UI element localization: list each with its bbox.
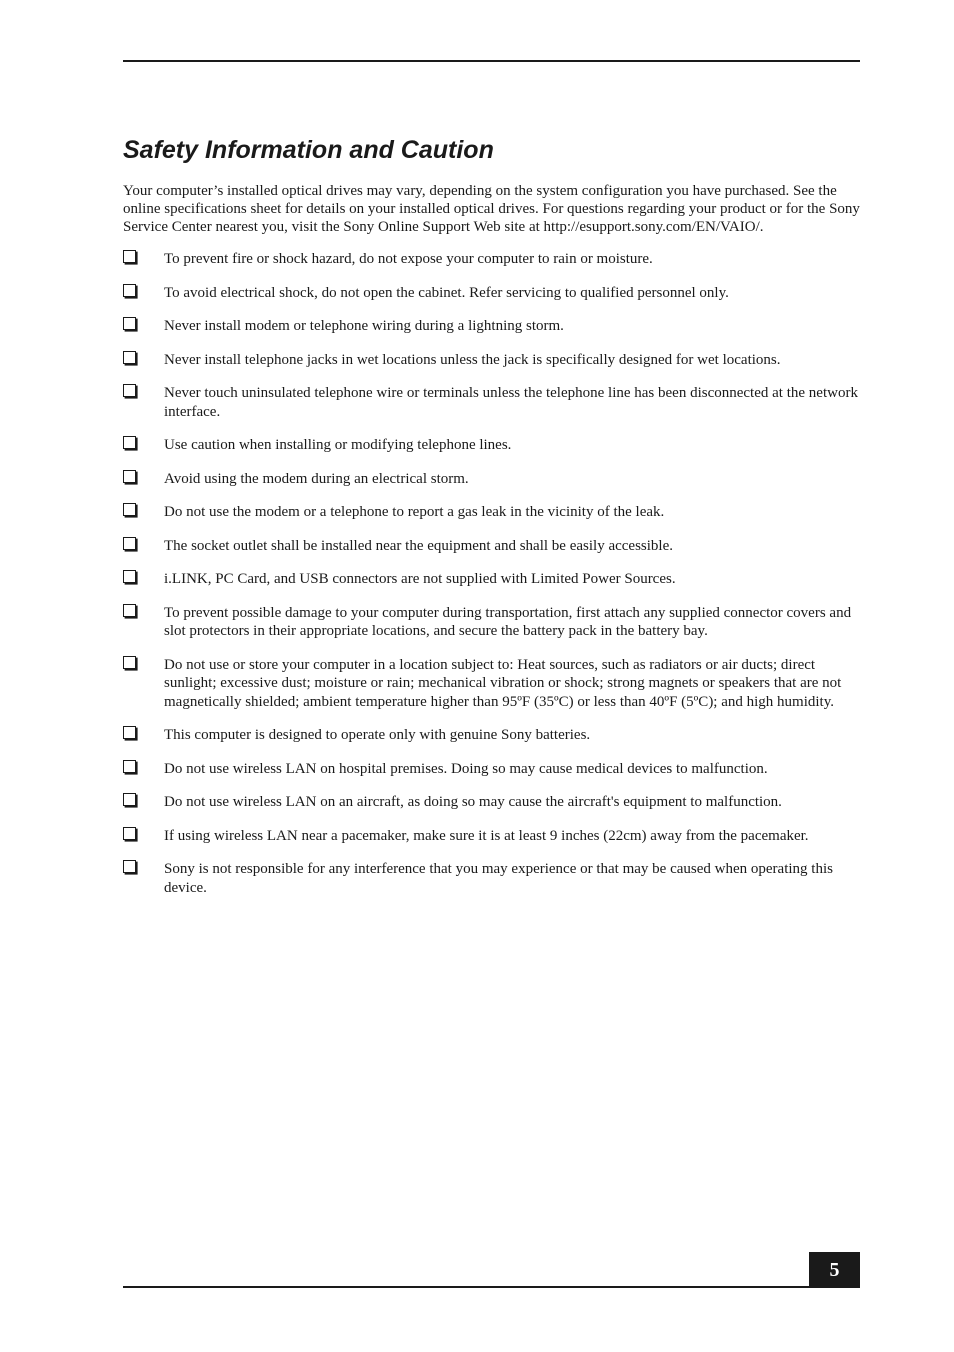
list-item	[123, 384, 863, 421]
checkbox-bullet-icon	[123, 760, 136, 773]
list-item-text: Do not use wireless LAN on an aircraft, as doing so may cause the aircraft's equipment to malfunction.	[164, 794, 782, 810]
checkbox-bullet-icon	[123, 604, 136, 617]
list-item	[123, 351, 863, 370]
checkbox-bullet-icon	[123, 284, 136, 297]
list-item-text: Never install telephone jacks in wet locations unless the jack is specifically designed for wet locations.	[164, 351, 781, 368]
checkbox-bullet-icon	[123, 317, 136, 330]
list-item-text: Sony is not responsible for any interference that you may experience or that may be caused when operating this device.	[164, 861, 833, 896]
intro-paragraph: Your computer’s installed optical drives may vary, depending on the system configuration you have purchased. See the online specifications sheet for details on your installed optical drives. For questions regarding your product or for the Sony Service Center nearest you, visit the Sony Online Support Web site at http://esupport.sony.com/EN/VAIO/.	[123, 183, 860, 235]
bottom-rule	[123, 1286, 860, 1288]
checkbox-bullet-icon	[123, 656, 136, 669]
checkbox-bullet-icon	[123, 351, 136, 364]
list-item	[123, 317, 863, 336]
list-item	[123, 793, 863, 812]
checkbox-bullet-icon	[123, 537, 136, 550]
list-item-text: To prevent possible damage to your computer during transportation, first attach any supplied connector covers and slot protectors in their appropriate locations, and secure the battery pack in the battery bay.	[164, 604, 852, 639]
page-number: 5	[809, 1252, 860, 1288]
checkbox-bullet-icon	[123, 384, 136, 397]
list-item-text: i.LINK, PC Card, and USB connectors are not supplied with Limited Power Sources.	[164, 571, 676, 587]
list-item	[123, 503, 863, 522]
list-item-text: Do not use or store your computer in a location subject to: Heat sources, such as radiators or air ducts; direct sunlight; excessive dust; moisture or rain; mechanical vibration or shock; strong magnets or speakers that are not magnetically shielded; ambient temperature higher than 95ºF (35ºC) or less than 40ºF (5ºC); and high humidity.	[164, 656, 842, 710]
page-title: Safety Information and Caution	[123, 136, 494, 164]
list-item	[123, 827, 863, 846]
list-item-text: Do not use wireless LAN on hospital premises. Doing so may cause medical devices to malfunction.	[164, 760, 768, 777]
list-item	[123, 537, 863, 556]
list-item	[123, 436, 863, 455]
list-item	[123, 604, 863, 641]
list-item-text: This computer is designed to operate only with genuine Sony batteries.	[164, 727, 591, 743]
checkbox-bullet-icon	[123, 503, 136, 516]
list-item-text: Never install modem or telephone wiring during a lightning storm.	[164, 318, 564, 334]
list-item-text: Do not use the modem or a telephone to report a gas leak in the vicinity of the leak.	[164, 504, 665, 520]
list-item-text: Use caution when installing or modifying telephone lines.	[164, 437, 512, 453]
safety-list	[123, 250, 863, 912]
list-item	[123, 470, 863, 489]
checkbox-bullet-icon	[123, 827, 136, 840]
list-item	[123, 760, 863, 779]
list-item-text: If using wireless LAN near a pacemaker, make sure it is at least 9 inches (22cm) away from the pacemaker.	[164, 827, 809, 844]
checkbox-bullet-icon	[123, 726, 136, 739]
checkbox-bullet-icon	[123, 470, 136, 483]
list-item	[123, 656, 863, 712]
list-item-text: The socket outlet shall be installed near the equipment and shall be easily accessible.	[164, 537, 673, 554]
checkbox-bullet-icon	[123, 250, 136, 263]
list-item	[123, 860, 863, 897]
checkbox-bullet-icon	[123, 860, 136, 873]
checkbox-bullet-icon	[123, 793, 136, 806]
list-item	[123, 726, 863, 745]
list-item-text: To prevent fire or shock hazard, do not expose your computer to rain or moisture.	[164, 251, 653, 267]
list-item	[123, 284, 863, 303]
list-item-text: Avoid using the modem during an electrical storm.	[164, 470, 469, 487]
list-item	[123, 250, 863, 269]
list-item-text: To avoid electrical shock, do not open the cabinet. Refer servicing to qualified personnel only.	[164, 284, 729, 301]
checkbox-bullet-icon	[123, 570, 136, 583]
checkbox-bullet-icon	[123, 436, 136, 449]
list-item	[123, 570, 863, 589]
top-rule	[123, 60, 860, 62]
list-item-text: Never touch uninsulated telephone wire or terminals unless the telephone line has been disconnected at the network interface.	[164, 385, 858, 420]
